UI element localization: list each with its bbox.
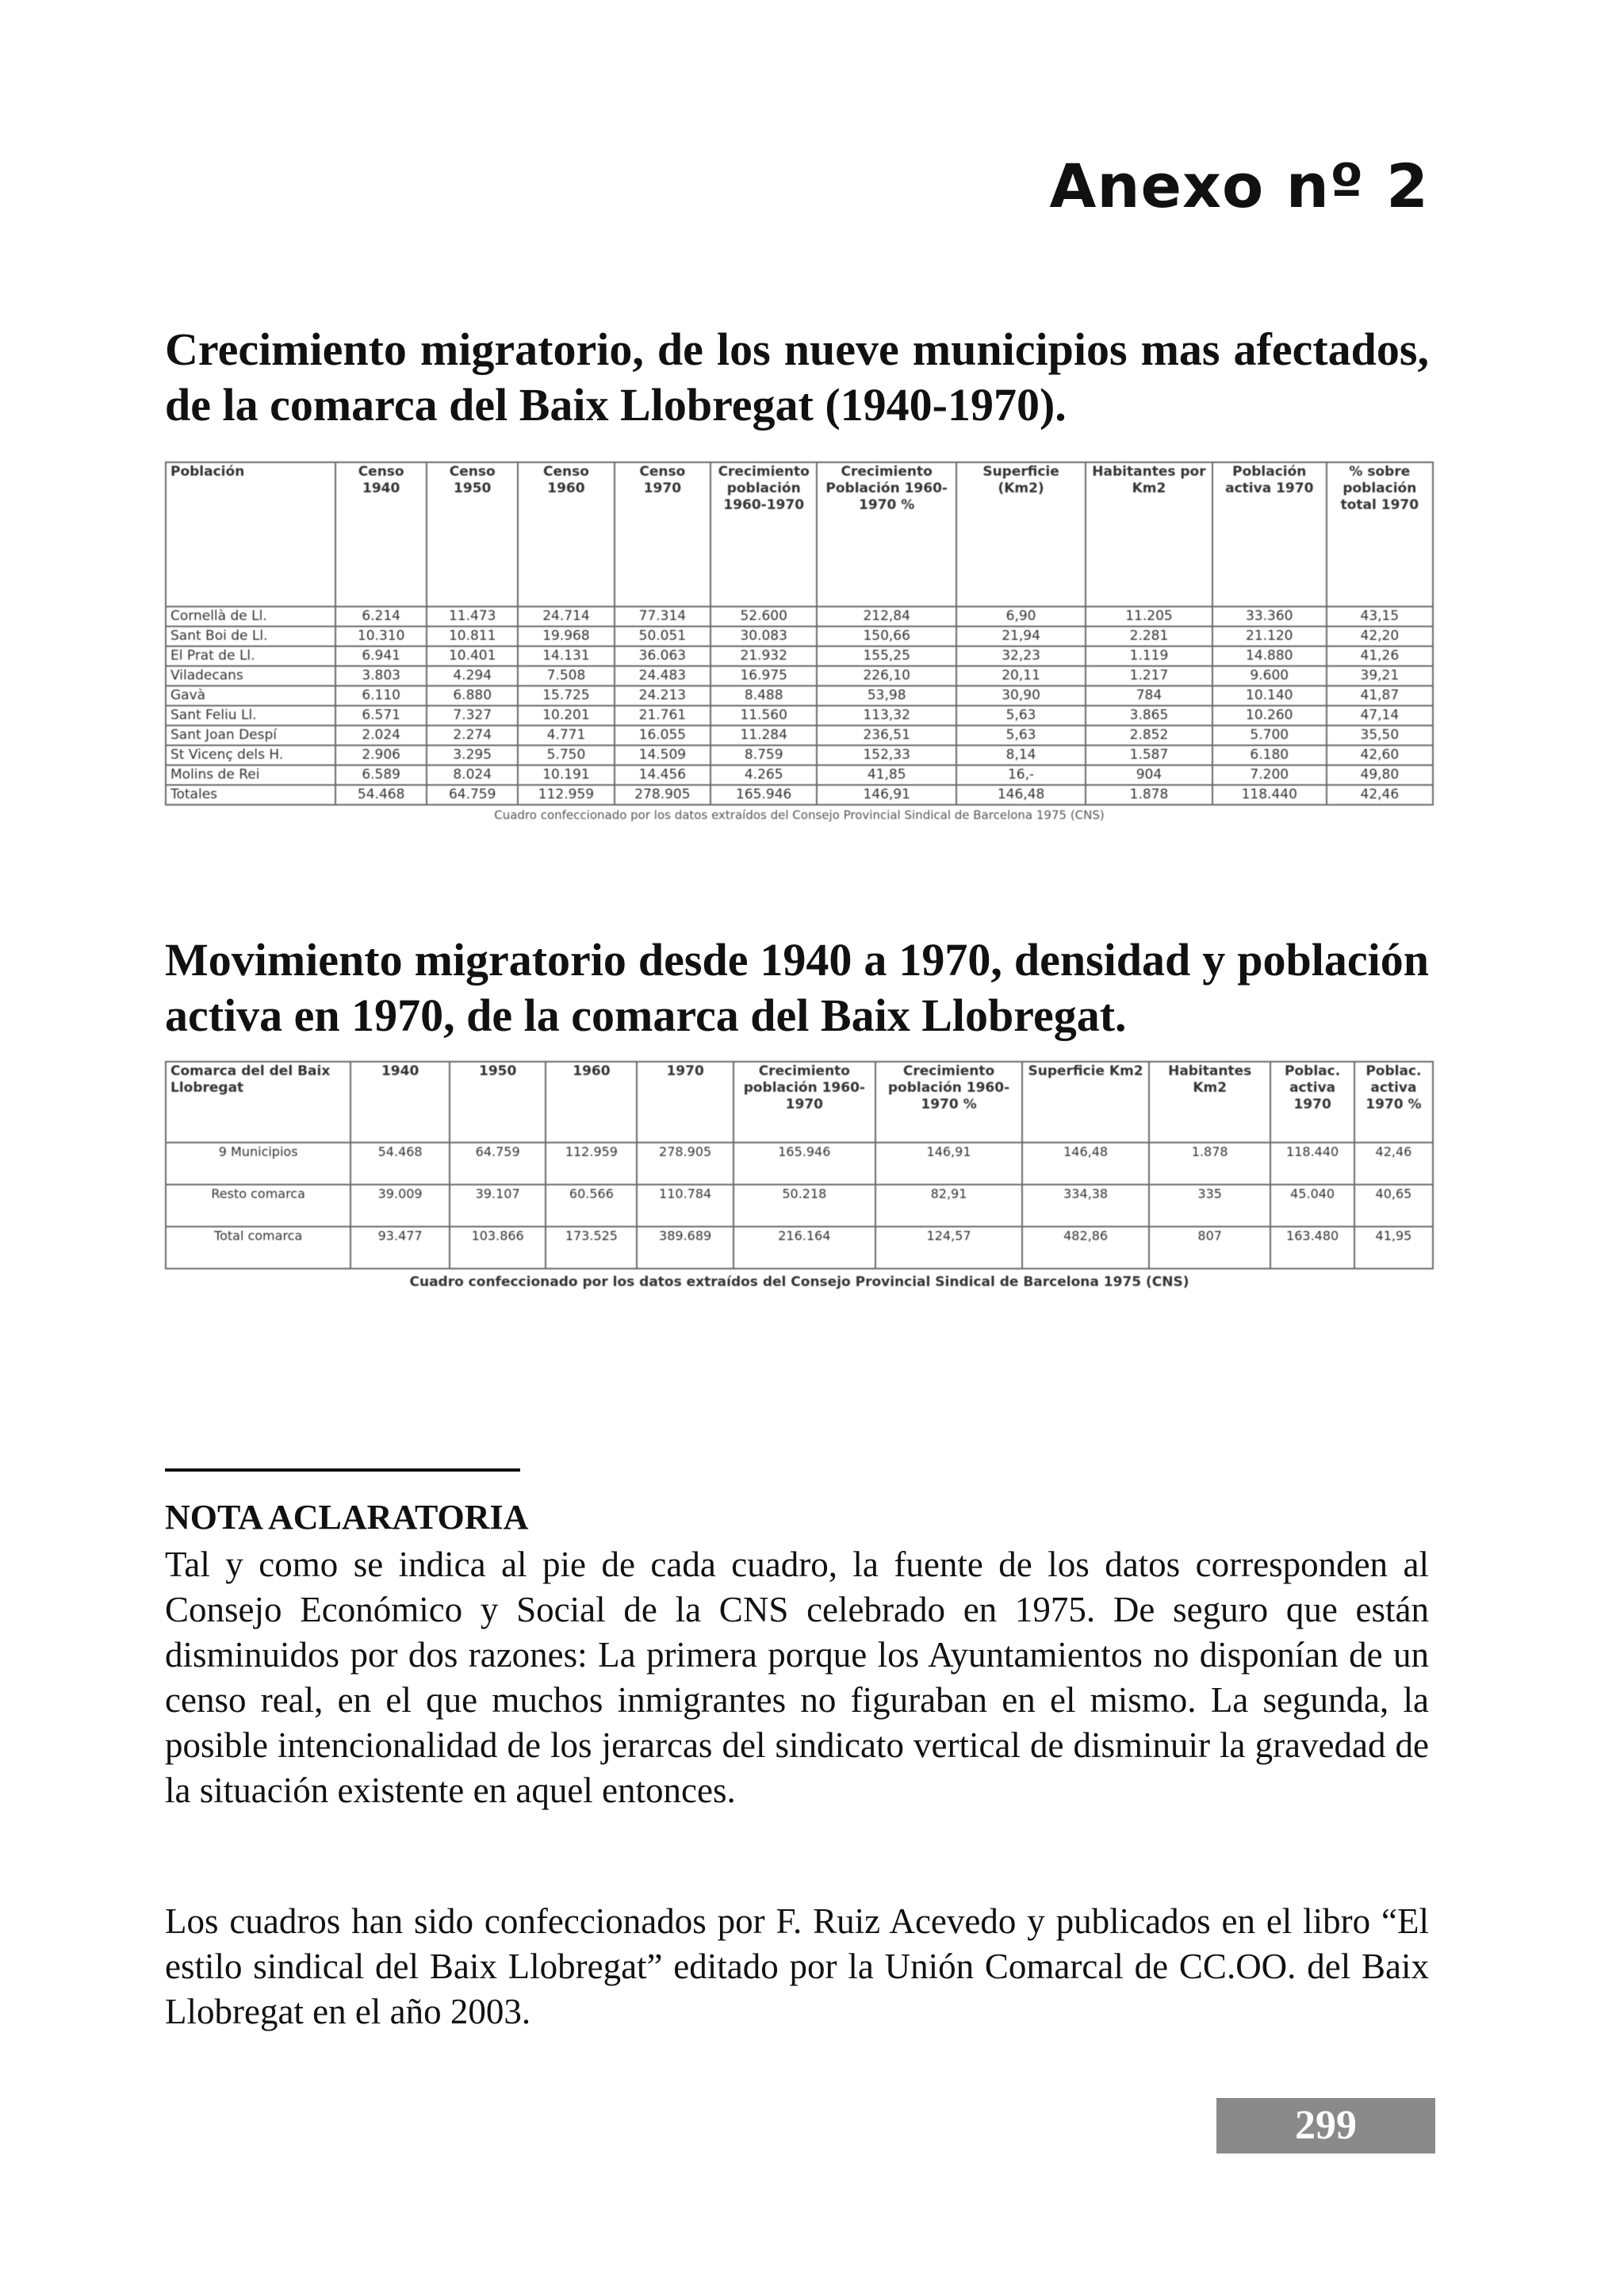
table-cell: 4.265 <box>710 765 817 785</box>
table-cell: Totales <box>166 785 335 805</box>
table-cell: 14.131 <box>518 646 614 666</box>
column-header: Población <box>166 462 335 607</box>
table-cell: 24.213 <box>615 686 710 706</box>
table-cell: 64.759 <box>427 785 518 805</box>
table-cell: 14.509 <box>615 745 710 765</box>
table-cell: 1.587 <box>1086 745 1212 765</box>
table-cell: 19.968 <box>518 626 614 646</box>
table-cell: 54.468 <box>335 785 427 805</box>
table-cell: 36.063 <box>615 646 710 666</box>
table-cell: 39,21 <box>1327 666 1433 686</box>
table-cell: 11.205 <box>1086 607 1212 626</box>
table-row <box>166 1227 1433 1269</box>
table-cell: 21.932 <box>710 646 817 666</box>
table-cell: 6.110 <box>335 686 427 706</box>
table-cell: 53,98 <box>817 686 956 706</box>
table-cell: 43,15 <box>1327 607 1433 626</box>
table-cell: St Vicenç dels H. <box>166 745 335 765</box>
column-header: Crecimiento población 1960-1970 % <box>875 1062 1022 1143</box>
table-cell: 8.759 <box>710 745 817 765</box>
table-cell: 112.959 <box>518 785 614 805</box>
annex-title: Anexo nº 2 <box>1049 151 1429 221</box>
column-header: 1940 <box>350 1062 450 1143</box>
table-cell: 6.180 <box>1212 745 1327 765</box>
table-cell: 146,48 <box>956 785 1086 805</box>
table-cell: 41,87 <box>1327 686 1433 706</box>
table-cell: 103.866 <box>450 1227 546 1269</box>
table-cell: 10.191 <box>518 765 614 785</box>
table-cell: 173.525 <box>546 1227 637 1269</box>
table-cell: 93.477 <box>350 1227 450 1269</box>
table-row <box>166 626 1433 646</box>
note-title: NOTA ACLARATORIA <box>165 1498 529 1537</box>
table-cell: 54.468 <box>350 1143 450 1185</box>
table-cell: 60.566 <box>546 1185 637 1227</box>
table-cell: 212,84 <box>817 607 956 626</box>
column-header: 1960 <box>546 1062 637 1143</box>
table-cell: Sant Feliu Ll. <box>166 706 335 725</box>
table-row <box>166 765 1433 785</box>
table-cell: 482,86 <box>1022 1227 1149 1269</box>
table-row <box>166 1185 1433 1227</box>
table-cell: 904 <box>1086 765 1212 785</box>
table-cell: 42,46 <box>1354 1143 1433 1185</box>
table-cell: 1.878 <box>1149 1143 1270 1185</box>
table-cell: 146,91 <box>817 785 956 805</box>
column-header: Superficie (Km2) <box>956 462 1086 607</box>
table-cell: 11.560 <box>710 706 817 725</box>
table-cell: Sant Joan Despí <box>166 725 335 745</box>
table-cell: 2.024 <box>335 725 427 745</box>
table-cell: 278.905 <box>637 1143 733 1185</box>
column-header: 1950 <box>450 1062 546 1143</box>
table-cell: 6.214 <box>335 607 427 626</box>
table-source-caption: Cuadro confeccionado por los datos extraídos del Consejo Provincial Sindical de Barcelona 1975 (CNS) <box>494 808 1105 822</box>
table-cell: El Prat de Ll. <box>166 646 335 666</box>
table-cell: 113,32 <box>817 706 956 725</box>
table-cell: 150,66 <box>817 626 956 646</box>
column-header: % sobre población total 1970 <box>1327 462 1433 607</box>
table-cell: 236,51 <box>817 725 956 745</box>
table-cell: 32,23 <box>956 646 1086 666</box>
table-cell: 42,20 <box>1327 626 1433 646</box>
table-cell: 30.083 <box>710 626 817 646</box>
table-cell: Viladecans <box>166 666 335 686</box>
table-cell: Total comarca <box>166 1227 350 1269</box>
table-municipios <box>165 461 1434 806</box>
column-header: 1970 <box>637 1062 733 1143</box>
table-municipios-container <box>165 461 1434 880</box>
table-cell: 165.946 <box>733 1143 875 1185</box>
table-cell: 118.440 <box>1212 785 1327 805</box>
column-header: Crecimiento población 1960-1970 <box>710 462 817 607</box>
table-cell: Sant Boi de Ll. <box>166 626 335 646</box>
table-comarca <box>165 1061 1434 1269</box>
table-cell: 6.880 <box>427 686 518 706</box>
table-cell: 21.120 <box>1212 626 1327 646</box>
column-header: Habitantes Km2 <box>1149 1062 1270 1143</box>
table-cell: 152,33 <box>817 745 956 765</box>
table-cell: 389.689 <box>637 1227 733 1269</box>
table-cell: 16.975 <box>710 666 817 686</box>
table-cell: 16.055 <box>615 725 710 745</box>
table-cell: 9.600 <box>1212 666 1327 686</box>
table-cell: 784 <box>1086 686 1212 706</box>
table-cell: 50.051 <box>615 626 710 646</box>
table-cell: 6,90 <box>956 607 1086 626</box>
table-cell: 20,11 <box>956 666 1086 686</box>
table-cell: 3.865 <box>1086 706 1212 725</box>
table-comarca-container <box>165 1061 1434 1315</box>
table-cell: 165.946 <box>710 785 817 805</box>
column-header: Población activa 1970 <box>1212 462 1327 607</box>
table-cell: 8.488 <box>710 686 817 706</box>
table-cell: 7.200 <box>1212 765 1327 785</box>
column-header: Censo 1970 <box>615 462 710 607</box>
table-cell: 35,50 <box>1327 725 1433 745</box>
section-heading-municipios: Crecimiento migratorio, de los nueve municipios mas afectados, de la comarca del Baix Llobregat (1940-1970). <box>165 323 1429 431</box>
table-cell: 42,46 <box>1327 785 1433 805</box>
table-row <box>166 706 1433 725</box>
table-cell: 112.959 <box>546 1143 637 1185</box>
table-cell: Resto comarca <box>166 1185 350 1227</box>
table-cell: 24.714 <box>518 607 614 626</box>
table-cell: 40,65 <box>1354 1185 1433 1227</box>
column-header: Poblac. activa 1970 <box>1270 1062 1354 1143</box>
table-cell: 41,85 <box>817 765 956 785</box>
column-header: Poblac. activa 1970 % <box>1354 1062 1433 1143</box>
table-row <box>166 666 1433 686</box>
table-cell: 163.480 <box>1270 1227 1354 1269</box>
table-cell: 110.784 <box>637 1185 733 1227</box>
table-cell: 39.009 <box>350 1185 450 1227</box>
table-cell: 21,94 <box>956 626 1086 646</box>
table-row <box>166 1143 1433 1185</box>
table-cell: 42,60 <box>1327 745 1433 765</box>
table-cell: 2.906 <box>335 745 427 765</box>
table-header-row <box>166 1062 1433 1143</box>
table-cell: 4.294 <box>427 666 518 686</box>
table-row <box>166 607 1433 626</box>
table-cell: 50.218 <box>733 1185 875 1227</box>
table-cell: 3.803 <box>335 666 427 686</box>
table-cell: 7.508 <box>518 666 614 686</box>
table-cell: 1.217 <box>1086 666 1212 686</box>
table-row <box>166 646 1433 666</box>
column-header: Comarca del del Baix Llobregat <box>166 1062 350 1143</box>
table-cell: 146,91 <box>875 1143 1022 1185</box>
footnote-divider <box>165 1468 520 1472</box>
table-cell: 16,- <box>956 765 1086 785</box>
table-row <box>166 686 1433 706</box>
table-cell: 10.401 <box>427 646 518 666</box>
table-cell: 4.771 <box>518 725 614 745</box>
table-cell: 807 <box>1149 1227 1270 1269</box>
column-header: Censo 1950 <box>427 462 518 607</box>
table-row <box>166 745 1433 765</box>
table-row <box>166 725 1433 745</box>
table-cell: 82,91 <box>875 1185 1022 1227</box>
table-cell: 24.483 <box>615 666 710 686</box>
table-cell: 335 <box>1149 1185 1270 1227</box>
page-number: 299 <box>1216 2098 1435 2153</box>
table-cell: 77.314 <box>615 607 710 626</box>
table-cell: 14.456 <box>615 765 710 785</box>
table-header-row <box>166 462 1433 607</box>
table-cell: 146,48 <box>1022 1143 1149 1185</box>
table-cell: 11.473 <box>427 607 518 626</box>
table-cell: Molins de Rei <box>166 765 335 785</box>
table-cell: 33.360 <box>1212 607 1327 626</box>
table-cell: 14.880 <box>1212 646 1327 666</box>
table-cell: 2.281 <box>1086 626 1212 646</box>
table-cell: 8.024 <box>427 765 518 785</box>
table-row <box>166 785 1433 805</box>
table-cell: 3.295 <box>427 745 518 765</box>
table-cell: 41,26 <box>1327 646 1433 666</box>
table-cell: 216.164 <box>733 1227 875 1269</box>
column-header: Crecimiento Población 1960-1970 % <box>817 462 956 607</box>
table-cell: 2.852 <box>1086 725 1212 745</box>
table-cell: 39.107 <box>450 1185 546 1227</box>
table-cell: 5,63 <box>956 725 1086 745</box>
table-cell: 278.905 <box>615 785 710 805</box>
table-cell: 30,90 <box>956 686 1086 706</box>
table-cell: Gavà <box>166 686 335 706</box>
table-cell: 124,57 <box>875 1227 1022 1269</box>
column-header: Censo 1960 <box>518 462 614 607</box>
table-cell: 41,95 <box>1354 1227 1433 1269</box>
table-cell: 64.759 <box>450 1143 546 1185</box>
table-cell: 52.600 <box>710 607 817 626</box>
table-cell: 6.589 <box>335 765 427 785</box>
table-cell: 6.941 <box>335 646 427 666</box>
table-cell: 5.700 <box>1212 725 1327 745</box>
column-header: Superficie Km2 <box>1022 1062 1149 1143</box>
column-header: Habitantes por Km2 <box>1086 462 1212 607</box>
table-cell: 5.750 <box>518 745 614 765</box>
table-cell: 226,10 <box>817 666 956 686</box>
table-cell: 1.878 <box>1086 785 1212 805</box>
table-cell: 1.119 <box>1086 646 1212 666</box>
table-cell: 45.040 <box>1270 1185 1354 1227</box>
column-header: Crecimiento población 1960-1970 <box>733 1062 875 1143</box>
table-cell: 11.284 <box>710 725 817 745</box>
table-cell: 6.571 <box>335 706 427 725</box>
table-cell: 2.274 <box>427 725 518 745</box>
table-cell: 9 Municipios <box>166 1143 350 1185</box>
table-cell: 47,14 <box>1327 706 1433 725</box>
table-cell: 10.140 <box>1212 686 1327 706</box>
table-cell: 10.811 <box>427 626 518 646</box>
table-cell: 10.260 <box>1212 706 1327 725</box>
table-source-caption: Cuadro confeccionado por los datos extraídos del Consejo Provincial Sindical de Barcelona 1975 (CNS) <box>409 1274 1189 1290</box>
table-cell: 10.310 <box>335 626 427 646</box>
table-cell: 334,38 <box>1022 1185 1149 1227</box>
table-cell: 7.327 <box>427 706 518 725</box>
table-cell: Cornellà de Ll. <box>166 607 335 626</box>
table-cell: 10.201 <box>518 706 614 725</box>
note-paragraph: Tal y como se indica al pie de cada cuadro, la fuente de los datos corresponden al Consejo Económico y Social de la CNS celebrado en 1975. De seguro que están disminuidos por dos razones: La primera porque los Ayuntamientos no disponían de un censo real, en el que muchos inmigrantes no figuraban en el mismo. La segunda, la posible intencionalidad de los jerarcas del sindicato vertical de disminuir la gravedad de la situación existente en aquel entonces. <box>165 1545 1429 1810</box>
table-cell: 5,63 <box>956 706 1086 725</box>
table-cell: 15.725 <box>518 686 614 706</box>
column-header: Censo 1940 <box>335 462 427 607</box>
table-cell: 118.440 <box>1270 1143 1354 1185</box>
table-cell: 49,80 <box>1327 765 1433 785</box>
table-cell: 8,14 <box>956 745 1086 765</box>
section-heading-comarca: Movimiento migratorio desde 1940 a 1970, densidad y población activa en 1970, de la comarca del Baix Llobregat. <box>165 934 1429 1041</box>
table-cell: 155,25 <box>817 646 956 666</box>
table-cell: 21.761 <box>615 706 710 725</box>
note-paragraph: Los cuadros han sido confeccionados por F. Ruiz Acevedo y publicados en el libro “El estilo sindical del Baix Llobregat” editado por la Unión Comarcal de CC.OO. del Baix Llobregat en el año 2003. <box>165 1901 1429 2031</box>
